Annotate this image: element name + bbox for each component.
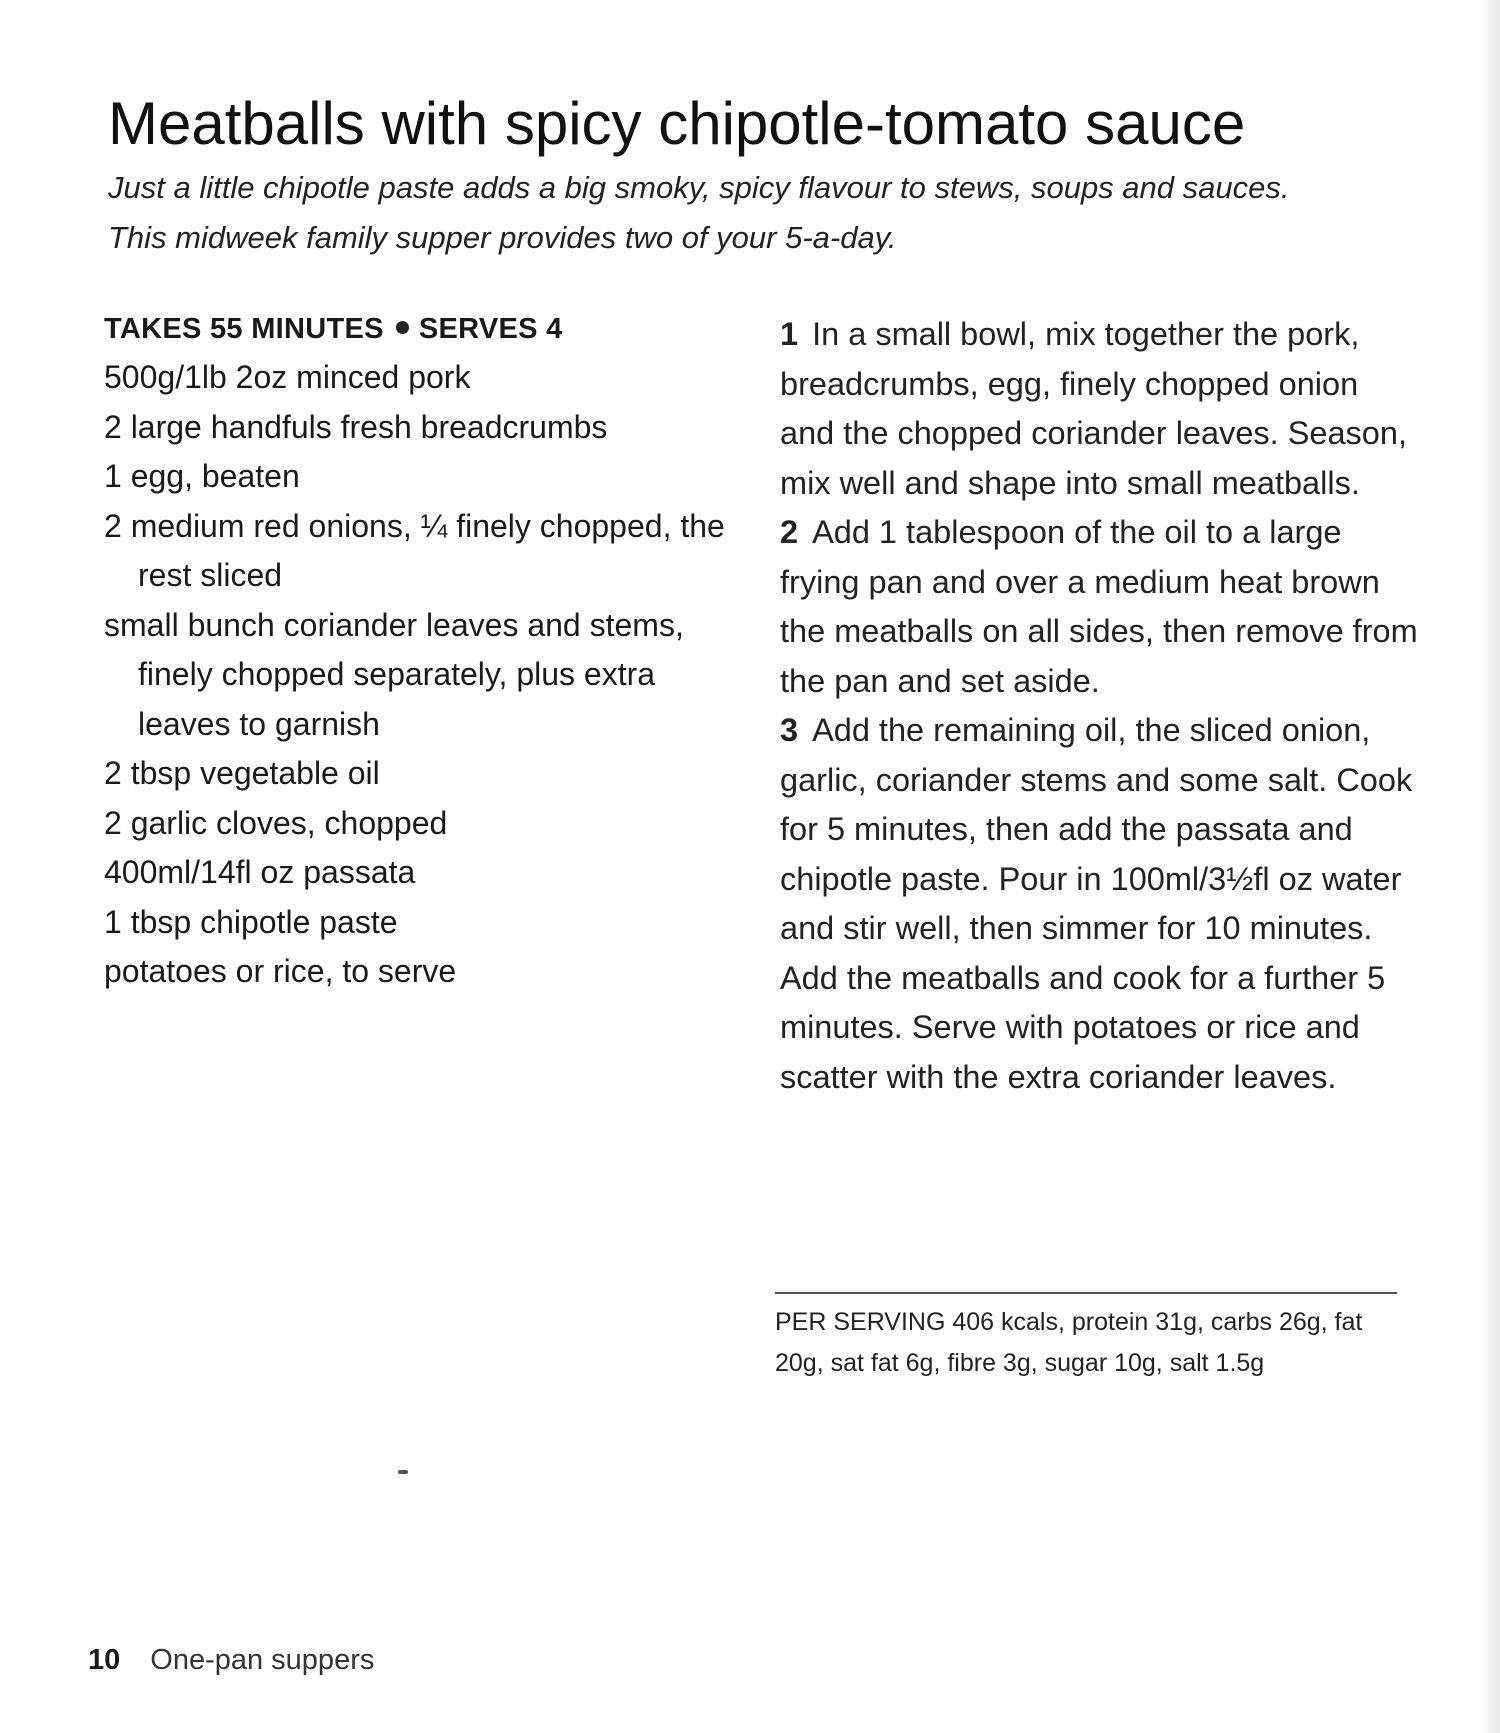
prep-time: TAKES 55 MINUTES — [104, 313, 384, 345]
page-footer — [88, 1640, 374, 1680]
recipe-title: Meatballs with spicy chipotle-tomato sauce — [108, 90, 1246, 157]
intro-line: Just a little chipotle paste adds a big smoky, spicy flavour to stews, soups and sauces. — [108, 170, 1290, 205]
step-text: In a small bowl, mix together the pork, breadcrumbs, egg, finely chopped onion and the chopped coriander leaves. Season, mix well and shape into small meatballs. — [780, 316, 1407, 501]
page-number: 10 — [88, 1644, 121, 1676]
step-number: 2 — [780, 514, 799, 550]
ingredient-item: 1 tbsp chipotle paste — [104, 903, 398, 940]
bullet-dot-icon — [396, 321, 409, 334]
recipe-meta — [104, 305, 744, 353]
ingredient-item: 400ml/14fl oz passata — [104, 854, 416, 890]
page-edge-shadow — [1480, 0, 1500, 1733]
ingredient-item: 500g/1lb 2oz minced pork — [104, 359, 471, 395]
ingredient-item: 2 tbsp vegetable oil — [104, 755, 380, 791]
method-step — [780, 508, 1420, 706]
step-text: Add 1 tablespoon of the oil to a large frying pan and over a medium heat brown the meatballs on all sides, then remove from the pan and set aside. — [780, 514, 1418, 699]
section-name: One-pan suppers — [150, 1644, 375, 1676]
method-step — [780, 706, 1420, 1102]
step-text: Add the remaining oil, the sliced onion, garlic, coriander stems and some salt. Cook for 5 minutes, then add the passata and chipotle paste. Pour in 100ml/3½fl oz water and stir well, then simmer for 10 minutes. Add the meatballs and cook for a further 5 minutes. Serve with potatoes or rice and scatter with the extra coriander leaves. — [780, 712, 1413, 1095]
servings: SERVES 4 — [418, 313, 563, 345]
ingredient-item: small bunch coriander leaves and stems, finely chopped separately, plus extra leaves to garnish — [104, 606, 684, 742]
ingredient-item: 1 egg, beaten — [104, 458, 300, 494]
ingredients-column — [104, 305, 744, 997]
ingredient-list — [104, 353, 744, 997]
ingredient-item: potatoes or rice, to serve — [104, 953, 457, 989]
intro-line: This midweek family supper provides two of your 5-a-day. — [108, 220, 897, 255]
step-number: 1 — [780, 316, 799, 352]
recipe-intro — [108, 163, 1428, 263]
ingredient-item: 2 garlic cloves, chopped — [104, 804, 448, 841]
print-speck — [398, 1470, 408, 1474]
ingredient-item: 2 large handfuls fresh breadcrumbs — [104, 408, 608, 445]
method-column — [780, 310, 1420, 1102]
ingredient-item: 2 medium red onions, ¼ finely chopped, the rest sliced — [104, 507, 725, 593]
step-number: 3 — [780, 712, 799, 748]
nutrition-info: PER SERVING 406 kcals, protein 31g, carbs 26g, fat 20g, sat fat 6g, fibre 3g, sugar 10g, salt 1.5g — [775, 1292, 1397, 1384]
method-step — [780, 310, 1420, 508]
